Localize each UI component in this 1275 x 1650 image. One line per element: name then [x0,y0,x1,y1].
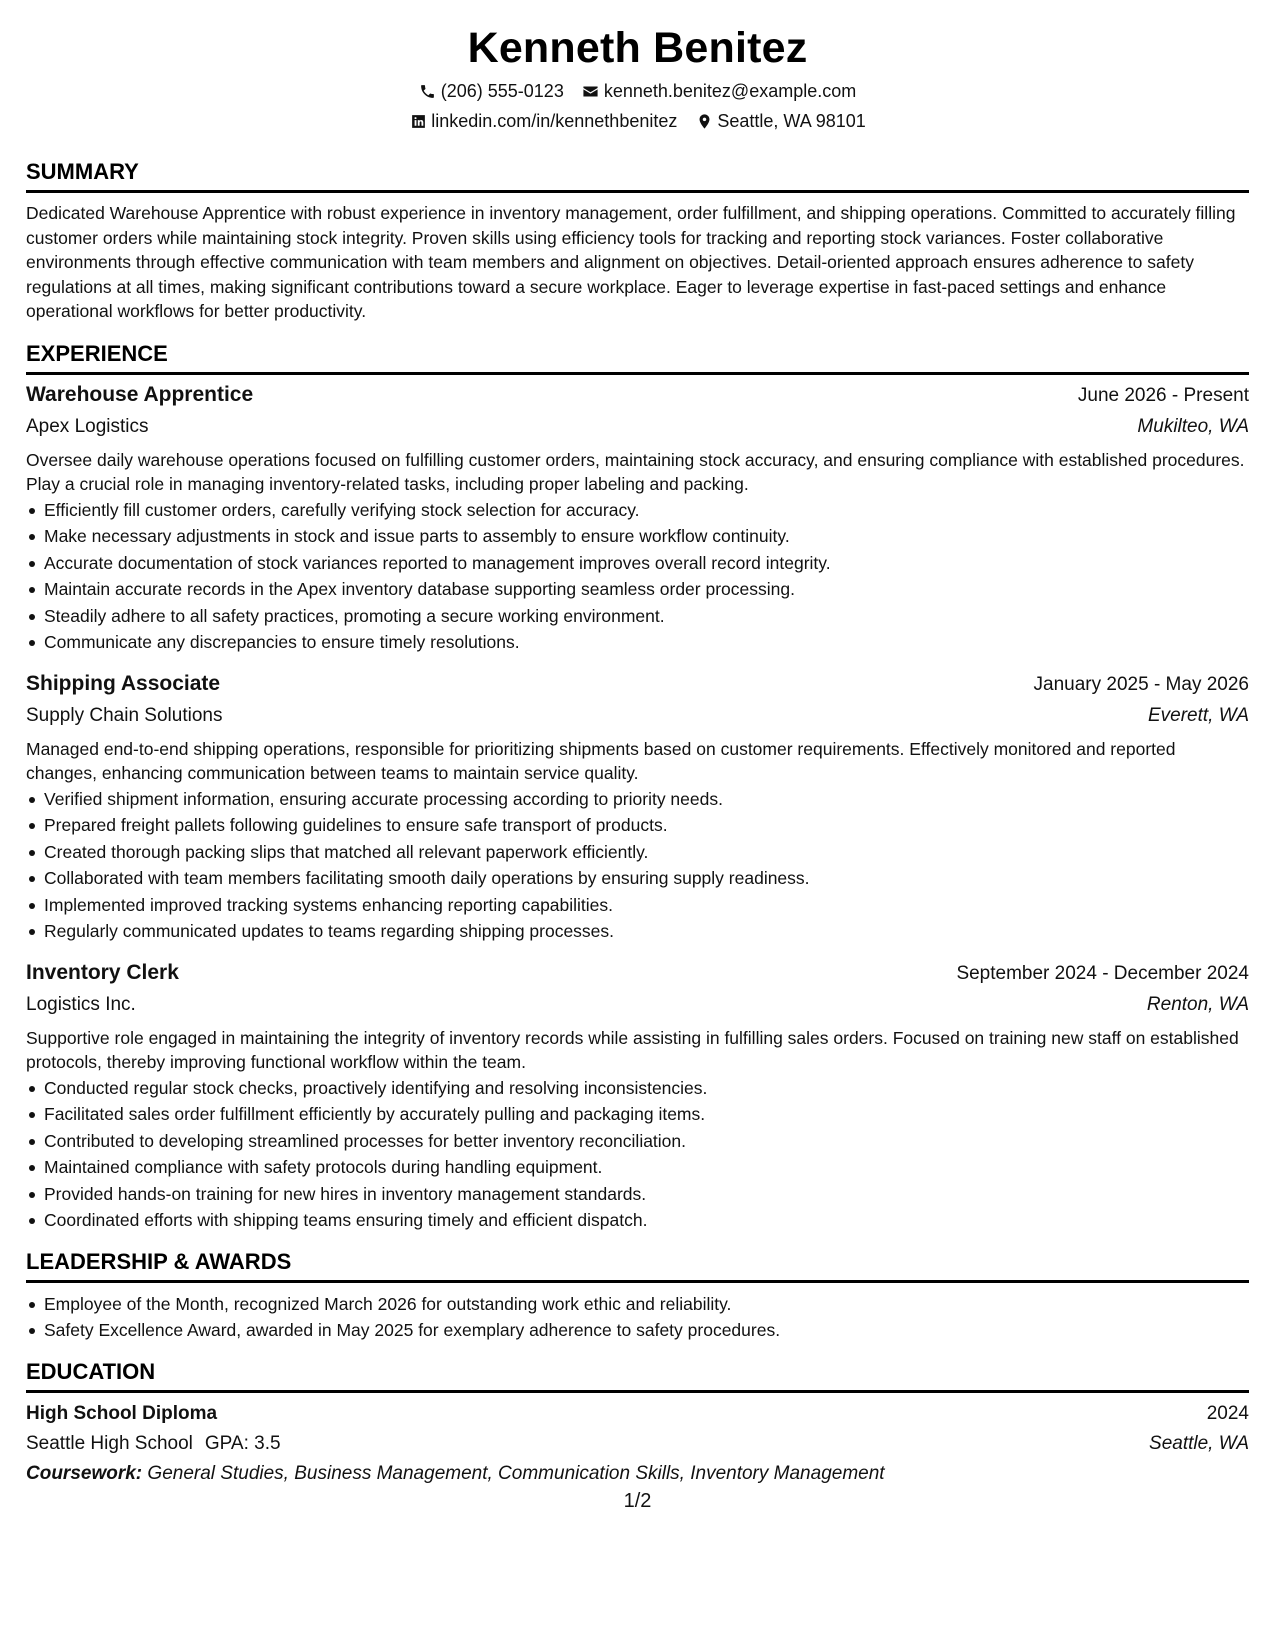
section-divider [26,372,1249,375]
location-contact [695,106,865,136]
list-item: Collaborated with team members facilitating smooth daily operations by ensuring supply readiness. [44,865,1249,892]
job-entry [26,379,1249,656]
summary-text: Dedicated Warehouse Apprentice with robust experience in inventory management, order fulfillment, and shipping operations. Committed to accurately filling customer orders while maintaining stock integrity. Proven skills using efficiency tools for tracking and reporting stock variances. Foster collaborative environments through effective communication with team members and alignment on objectives. Detail-oriented approach ensures adherence to safety regulations at all times, making significant contributions toward a secure workplace. Eager to leverage expertise in fast-paced settings and enhance operational workflows for better productivity. [26,203,1236,321]
coursework-list: General Studies, Business Management, Communication Skills, Inventory Management [147,1462,885,1484]
section-divider [26,1390,1249,1393]
list-item: Maintained compliance with safety protocols during handling equipment. [44,1154,1249,1181]
list-item: Regularly communicated updates to teams regarding shipping processes. [44,918,1249,945]
list-item: Employee of the Month, recognized March 2026 for outstanding work ethic and reliability. [44,1291,1249,1318]
job-title: Shipping Associate [26,671,221,695]
section-title-awards: LEADERSHIP & AWARDS [26,1248,292,1274]
job-location: Mukilteo, WA [1137,415,1249,437]
list-item: Communicate any discrepancies to ensure timely resolutions. [44,629,1249,656]
list-item: Safety Excellence Award, awarded in May 2025 for exemplary adherence to safety procedures. [44,1317,1249,1344]
job-bullets [26,786,1249,945]
job-company: Apex Logistics [26,415,149,437]
job-description: Oversee daily warehouse operations focused on fulfilling customer orders, maintaining stock accuracy, and ensuring compliance with established procedures. Play a crucial role in managing inventory-related tasks, including proper labeling and packing. [26,449,1245,494]
job-entry [26,957,1249,1234]
summary-section [26,158,1249,324]
phone-contact [419,76,564,106]
list-item: Facilitated sales order fulfillment efficiently by accurately pulling and packaging items. [44,1101,1249,1128]
email-contact[interactable] [582,76,856,106]
job-location: Everett, WA [1147,704,1249,726]
section-divider [26,190,1249,193]
job-company: Supply Chain Solutions [26,704,223,726]
list-item: Prepared freight pallets following guidelines to ensure safe transport of products. [44,812,1249,839]
job-bullets [26,497,1249,656]
list-item: Make necessary adjustments in stock and issue parts to assembly to ensure workflow continuity. [44,523,1249,550]
candidate-name: Kenneth Benitez [467,24,808,72]
contact-line-1 [26,76,1249,106]
list-item: Created thorough packing slips that matched all relevant paperwork efficiently. [44,839,1249,866]
job-description: Supportive role engaged in maintaining the integrity of inventory records while assisting in fulfilling sales orders. Focused on training new staff on established protocols, thereby improving functional workflow within the team. [26,1027,1239,1072]
map-pin-icon [695,112,713,130]
linkedin-contact[interactable] [409,106,677,136]
job-company-row [26,700,1249,731]
list-item: Contributed to developing streamlined processes for better inventory reconciliation. [44,1128,1249,1155]
linkedin-url[interactable]: linkedin.com/in/kennethbenitez [431,111,678,131]
section-title-education: EDUCATION [26,1358,156,1384]
coursework-label: Coursework: [26,1462,143,1484]
school-name: Seattle High School [26,1432,193,1454]
job-header-row [26,668,1249,700]
school-info [26,1428,281,1459]
phone-icon [419,82,437,100]
education-school-row [26,1428,1249,1459]
linkedin-icon [409,112,427,130]
coursework-line [26,1459,1249,1488]
awards-section [26,1248,1249,1344]
envelope-icon [582,82,600,100]
job-title: Inventory Clerk [26,960,179,984]
job-company-row [26,411,1249,442]
awards-list [26,1291,1249,1344]
job-location: Renton, WA [1146,993,1249,1015]
degree-name: High School Diploma [26,1402,218,1424]
job-bullets [26,1075,1249,1234]
contact-line-2 [26,106,1249,136]
job-company: Logistics Inc. [26,993,136,1015]
section-divider [26,1280,1249,1283]
location-text: Seattle, WA 98101 [717,111,866,131]
job-entry [26,668,1249,945]
list-item: Verified shipment information, ensuring accurate processing according to priority needs. [44,786,1249,813]
gpa: GPA: 3.5 [204,1432,281,1454]
resume-header [26,0,1249,136]
page-number: 1/2 [623,1490,652,1512]
education-section [26,1358,1249,1488]
job-header-row [26,957,1249,989]
list-item: Efficiently fill customer orders, carefully verifying stock selection for accuracy. [44,497,1249,524]
experience-section [26,340,1249,1234]
job-dates: September 2024 - December 2024 [956,962,1249,984]
job-company-row [26,989,1249,1020]
list-item: Provided hands-on training for new hires in inventory management standards. [44,1181,1249,1208]
education-header-row [26,1399,1249,1428]
graduation-year: 2024 [1206,1402,1249,1424]
list-item: Accurate documentation of stock variances reported to management improves overall record integrity. [44,550,1249,577]
school-location: Seattle, WA [1149,1432,1249,1454]
job-header-row [26,379,1249,411]
list-item: Implemented improved tracking systems enhancing reporting capabilities. [44,892,1249,919]
section-title-summary: SUMMARY [26,159,139,184]
job-title: Warehouse Apprentice [26,382,254,406]
section-title-experience: EXPERIENCE [26,340,168,366]
phone-number: (206) 555-0123 [440,81,564,101]
job-description: Managed end-to-end shipping operations, responsible for prioritizing shipments based on customer requirements. Effectively monitored and reported changes, enhancing communication between teams to maintain service quality. [26,738,1176,783]
job-dates: June 2026 - Present [1077,384,1249,406]
list-item: Coordinated efforts with shipping teams ensuring timely and efficient dispatch. [44,1207,1249,1234]
email-address[interactable]: kenneth.benitez@example.com [603,81,857,101]
list-item: Conducted regular stock checks, proactively identifying and resolving inconsistencies. [44,1075,1249,1102]
list-item: Maintain accurate records in the Apex inventory database supporting seamless order processing. [44,576,1249,603]
list-item: Steadily adhere to all safety practices, promoting a secure working environment. [44,603,1249,630]
job-dates: January 2025 - May 2026 [1033,673,1249,695]
